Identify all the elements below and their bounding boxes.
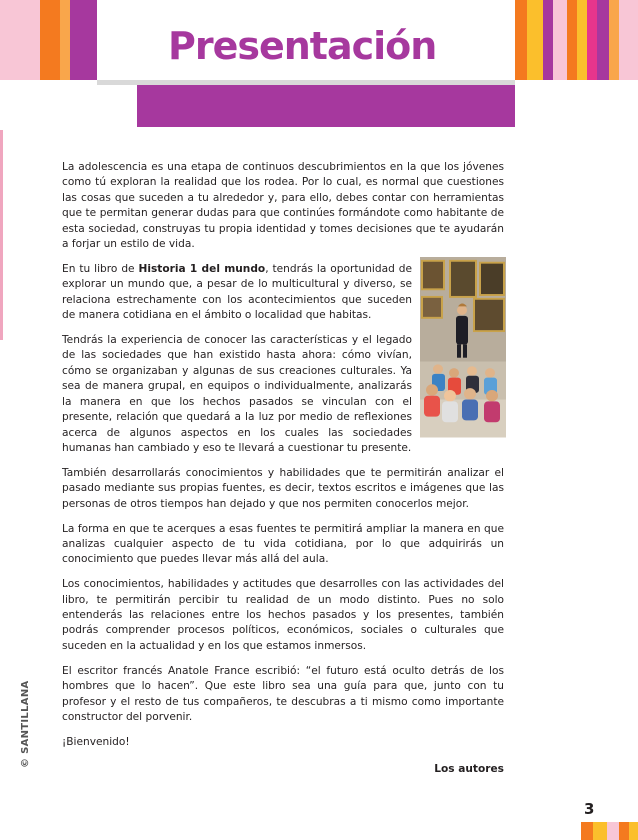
page-title: Presentación: [168, 24, 437, 68]
paragraph-experience: Tendrás la experiencia de conocer las características y el legado de las sociedades que han existido hasta ahora: cómo vivían, cómo se organizaban y algunas de sus creaciones culturales. Ya sea de manera grupal, en equipos o individualmente, analizarás la manera en que los hechos pasados se vinculan con el presente, relación que quedará a la luz por medio de reflexiones acerca de algunos aspectos en los cuales las sociedades humanas han cambiado y eso te llevará a cuestionar tu presente.: [62, 334, 412, 454]
signature: Los autores: [434, 763, 504, 775]
paragraph-knowledge: Los conocimientos, habilidades y actitudes que desarrolles con las actividades del libro, te permitirán percibir tu realidad de un modo distinto. Pues no solo entenderás las relaciones entre los hechos pasados y los presentes, también podrás comprender procesos políticos, económicos, sociales o culturales que suceden en la actualidad y en los que estamos inmersos.: [62, 578, 504, 652]
paragraph-welcome: ¡Bienvenido!: [62, 735, 130, 748]
title-accent-bar: [137, 85, 515, 127]
museum-photo: [420, 257, 506, 447]
paragraph-book: [62, 262, 412, 324]
paragraph-intro: La adolescencia es una etapa de continuos descubrimientos en la que los jóvenes como tú exploran la realidad que los rodea. Por lo cual, es normal que cuestiones las cosas que suceden a tu alrededor y, para ello, debes contar con herramientas que te permitan generar dudas para que continúes formándote como habitante de esta sociedad, construyas tu propia identidad y tomes decisiones que te ayudarán a forjar un estilo de vida.: [62, 161, 504, 251]
page-number: 3: [584, 800, 595, 818]
copyright-notice: © SANTILLANA: [20, 680, 31, 768]
margin-line: [0, 130, 3, 340]
book-title: Historia 1 del mundo: [138, 262, 266, 275]
paragraph-sources: La forma en que te acerques a esas fuentes te permitirá ampliar la manera en que analizas cualquier aspecto de tu vida cotidiana, por lo que adquirirás un conocimiento que puedes llevar más allá del aula.: [62, 522, 504, 566]
paragraph-book-start: En tu libro de: [62, 262, 139, 275]
footer-stripes: [581, 822, 638, 840]
paragraph-book-end: , tendrás la oportunidad de explorar un mundo que, a pesar de lo multicultural y diverso, se relaciona estrechamente con los acontecimientos que suceden de manera cotidiana en el ámbito o localidad que habitas.: [62, 262, 412, 322]
body-text: [62, 160, 504, 760]
paragraph-quote: El escritor francés Anatole France escribió: “el futuro está oculto detrás de los hombres que lo hacen”. Que este libro sea una guía para que, junto con tu profesor y el resto de tus compañeros, te descubras a ti mismo como importante constructor del porvenir.: [62, 664, 504, 723]
paragraph-skills: También desarrollarás conocimientos y habilidades que te permitirán analizar el pasado mediante sus propias fuentes, es decir, textos escritos e imágenes que las personas de otros tiempos han dejado y que nos permiten conocerlos mejor.: [62, 466, 504, 510]
